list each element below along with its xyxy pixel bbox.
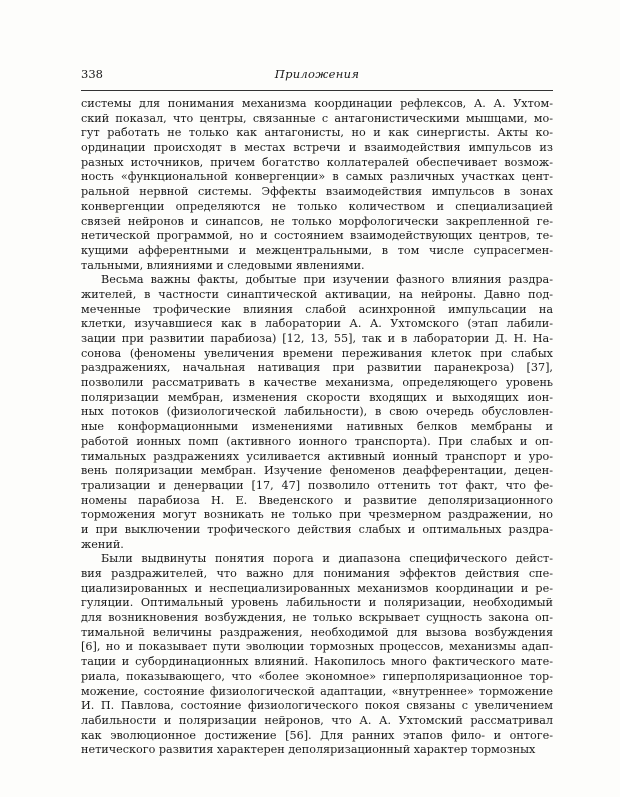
text-line: как эволюционное достижение [56]. Для ранних этапов фило- и онтоге- xyxy=(81,728,553,742)
text-line: для возникновения возбуждения, не только вскрывает сущность закона оп- xyxy=(81,611,553,625)
text-line: поляризации мембран, изменения скорости входящих и выходящих ион- xyxy=(81,390,553,404)
text-line: Были выдвинуты понятия порога и диапазона специфического дейст- xyxy=(101,552,553,566)
header-rule xyxy=(81,90,553,91)
text-line: вень поляризации мембран. Изучение феноменов деафферентации, децен- xyxy=(81,464,553,478)
text-line: тации и субординационных влияний. Накопилось много фактического мате- xyxy=(81,655,553,669)
text-line: ность «функциональной конвергенции» в самых различных участках цент- xyxy=(81,170,553,184)
text-line: меченные трофические влияния слабой асинхронной импульсации на xyxy=(81,302,553,316)
text-line: и при выключении трофического действия слабых и оптимальных раздра- xyxy=(81,522,553,536)
text-line: лабильности и поляризации нейронов, что А. А. Ухтомский рассматривал xyxy=(81,713,553,727)
text-line: риала, показывающего, что «более экономное» гиперполяризационное тор- xyxy=(81,669,553,683)
text-line: зации при развитии парабиоза) [12, 13, 55], так и в лаборатории Д. Н. На- xyxy=(81,332,553,345)
text-line: системы для понимания механизма координации рефлексов, А. А. Ухтом- xyxy=(81,97,553,110)
text-line: нетической программой, но и состоянием взаимодействующих центров, те- xyxy=(81,229,553,243)
text-line: работой ионных помп (активного ионного транспорта). При слабых и оп- xyxy=(81,434,553,448)
text-line: конвергенции определяются не только количеством и специализацией xyxy=(81,199,553,213)
text-line: нетического развития характерен деполяризационный характер тормозных xyxy=(81,743,536,757)
text-line: ординации происходят в местах встречи и взаимодействия импульсов из xyxy=(81,141,553,155)
text-line: тимальных раздражениях усиливается активный ионный транспорт и уро- xyxy=(81,449,553,463)
text-line: жений. xyxy=(81,537,124,551)
paragraph xyxy=(81,273,553,552)
text-line: [6], но и показывает пути эволюции тормозных процессов, механизмы адап- xyxy=(81,640,553,654)
paragraph xyxy=(81,97,553,273)
text-line: тальными, влияниями и следовыми явлениями. xyxy=(81,258,365,272)
text-line: ных потоков (физиологической лабильности), в свою очередь обусловлен- xyxy=(81,405,553,419)
text-line: ральной нервной системы. Эффекты взаимодействия импульсов в зонах xyxy=(81,185,553,199)
text-line: раздражениях, начальная нативация при развитии паранекроза) [37], xyxy=(81,361,553,375)
text-line: можение, состояние физиологической адаптации, «внутреннее» торможение xyxy=(81,684,553,698)
text-line: гуляции. Оптимальный уровень лабильности и поляризации, необходимый xyxy=(81,596,553,610)
paragraph xyxy=(81,552,553,758)
text-line: ные конформационными изменениями нативных белков мембраны и xyxy=(81,420,553,434)
text-line: сонова (феномены увеличения времени переживания клеток при слабых xyxy=(81,346,553,360)
text-line: ский показал, что центры, связанные с антагонистическими мышцами, мо- xyxy=(81,111,553,125)
text-line: позволили рассматривать в качестве механизма, определяющего уровень xyxy=(81,376,553,390)
text-line: кущими афферентными и межцентральными, в том числе супрасегмен- xyxy=(81,243,553,257)
text-line: торможения могут возникать не только при чрезмерном раздражении, но xyxy=(81,508,553,522)
text-line: вия раздражителей, что важно для понимания эффектов действия спе- xyxy=(81,567,553,580)
page-number: 338 xyxy=(81,67,103,81)
text-line: трализации и денервации [17, 47] позволило оттенить тот факт, что фе- xyxy=(81,478,553,492)
text-line: жителей, в частности синаптической активации, на нейроны. Давно под- xyxy=(81,287,553,301)
text-line: гут работать не только как антагонисты, но и как синергисты. Акты ко- xyxy=(81,126,553,140)
text-line: И. П. Павлова, состояние физиологического покоя связаны с увеличением xyxy=(81,699,553,713)
running-title: Приложения xyxy=(274,67,360,81)
text-line: номены парабиоза Н. Е. Введенского и развитие деполяризационного xyxy=(81,493,553,507)
text-line: тимальной величины раздражения, необходимой для вызова возбуждения xyxy=(81,625,553,639)
text-line: клетки, изучавшиеся как в лаборатории А. А. Ухтомского (этап лабили- xyxy=(81,317,553,331)
page-header xyxy=(81,67,553,85)
text-line: Весьма важны факты, добытые при изучении фазного влияния раздра- xyxy=(101,273,553,287)
text-line: циализированных и неспециализированных механизмов координации и ре- xyxy=(81,581,553,595)
text-line: связей нейронов и синапсов, не только морфологически закрепленной ге- xyxy=(81,214,553,228)
body-text xyxy=(81,97,553,758)
text-line: разных источников, причем богатство коллатералей обеспечивает возмож- xyxy=(81,155,553,169)
